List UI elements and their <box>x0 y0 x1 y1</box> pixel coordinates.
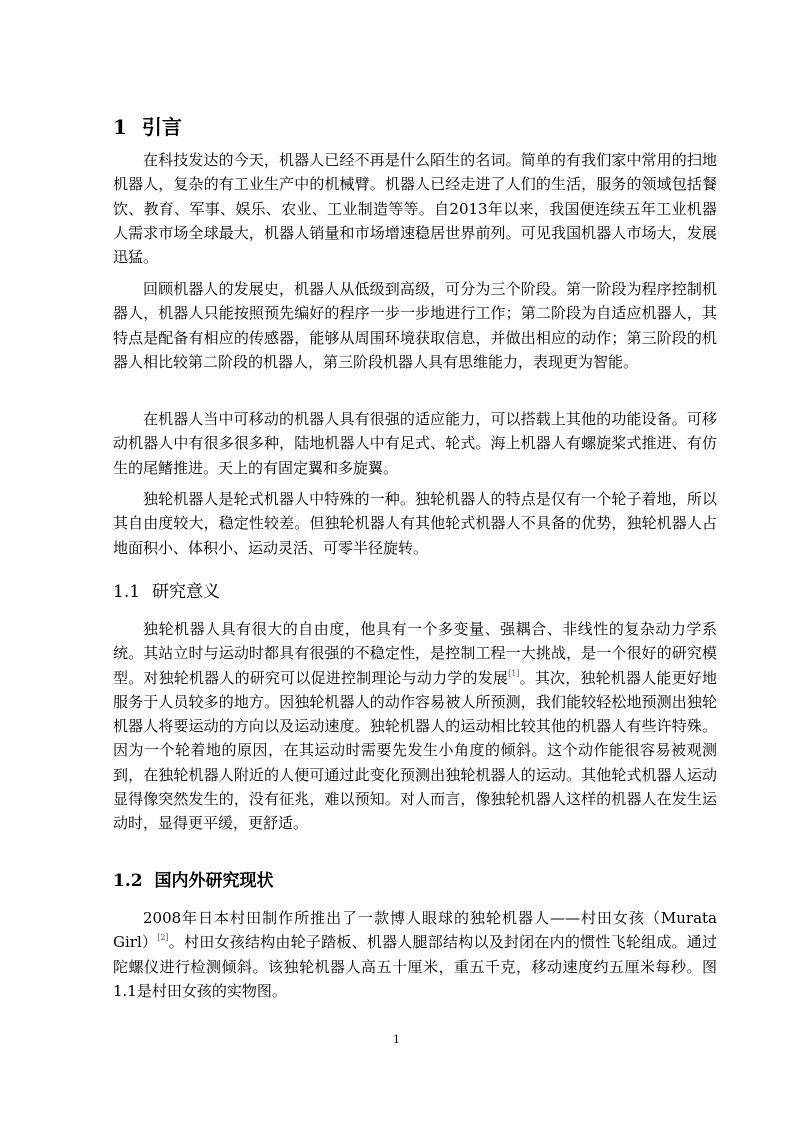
citation-ref: [1] <box>508 668 520 678</box>
significance-paragraph <box>113 617 717 836</box>
section-number: 1 <box>113 115 127 139</box>
intro-paragraph-2: 回顾机器人的发展史，机器人从低级到高级，可分为三个阶段。第一阶段为程序控制机器人，机器人只能按照预先编好的程序一步一步地进行工作；第二阶段为自适应机器人，其特点是配备有相应的传感器，能够从周围环境获取信息，并做出相应的动作；第三阶段的机器人相比较第二阶段的机器人，第三阶段机器人具有思维能力，表现更为智能。 <box>113 280 717 371</box>
section-number: 1.2 <box>113 871 143 891</box>
paragraph-text: 。村田女孩结构由轮子踏板、机器人腿部结构以及封闭在内的惯性飞轮组成。通过陀螺仪进行检测倾斜。该独轮机器人高五十厘米，重五千克，移动速度约五厘米每秒。图1.1是村田女孩的实物图。 <box>113 933 717 1000</box>
section-heading-significance <box>113 580 220 604</box>
section-title: 国内外研究现状 <box>154 871 274 891</box>
status-paragraph <box>113 906 717 1003</box>
citation-ref: [2] <box>157 933 169 943</box>
intro-paragraph-3: 在机器人当中可移动的机器人具有很强的适应能力，可以搭载上其他的功能设备。可移动机器人中有很多很多种，陆地机器人中有足式、轮式。海上机器人有螺旋桨式推进、有仿生的尾鳍推进。天上的有固定翼和多旋翼。 <box>113 410 717 477</box>
section-title: 研究意义 <box>151 582 220 602</box>
paragraph-text: 2008年日本村田制作所推出了一款博人眼球的独轮机器人——村田女孩（Murata Girl） <box>113 909 717 952</box>
section-heading-intro <box>113 113 182 141</box>
intro-paragraph-4: 独轮机器人是轮式机器人中特殊的一种。独轮机器人的特点是仅有一个轮子着地，所以其自由度较大，稳定性较差。但独轮机器人有其他轮式机器人不具备的优势，独轮机器人占地面积小、体积小、运动灵活、可零半径旋转。 <box>113 490 717 557</box>
intro-paragraph-1: 在科技发达的今天，机器人已经不再是什么陌生的名词。简单的有我们家中常用的扫地机器人，复杂的有工业生产中的机械臂。机器人已经走进了人们的生活，服务的领域包括餐饮、教育、军事、娱乐、农业、工业制造等等。自2013年以来，我国便连续五年工业机器人需求市场全球最大，机器人销量和市场增速稳居世界前列。可见我国机器人市场大，发展迅猛。 <box>113 151 717 267</box>
section-title: 引言 <box>141 115 182 139</box>
page-number: 1 <box>393 1033 400 1046</box>
paragraph-text: 。其次，独轮机器人能更好地服务于人员较多的地方。因独轮机器人的动作容易被人所预测，我们能较轻松地预测出独轮机器人将要运动的方向以及运动速度。独轮机器人的运动相比较其他的机器人有些许特殊。因为一个轮着地的原因，在其运动时需要先发生小角度的倾斜。这个动作能很容易被观测到，在独轮机器人附近的人便可通过此变化预测出独轮机器人的运动。其他轮式机器人运动显得像突然发生的，没有征兆，难以预知。对人而言，像独轮机器人这样的机器人在发生运动时，显得更平缓，更舒适。 <box>113 668 717 833</box>
section-number: 1.1 <box>113 582 141 602</box>
section-heading-status <box>113 869 274 893</box>
paragraph-text: 独轮机器人具有很大的自由度，他具有一个多变量、强耦合、非线性的复杂动力学系统。其站立时与运动时都具有很强的不稳定性，是控制工程一大挑战，是一个很好的研究模型。对独轮机器人的研究可以促进控制理论与动力学的发展 <box>113 620 717 687</box>
